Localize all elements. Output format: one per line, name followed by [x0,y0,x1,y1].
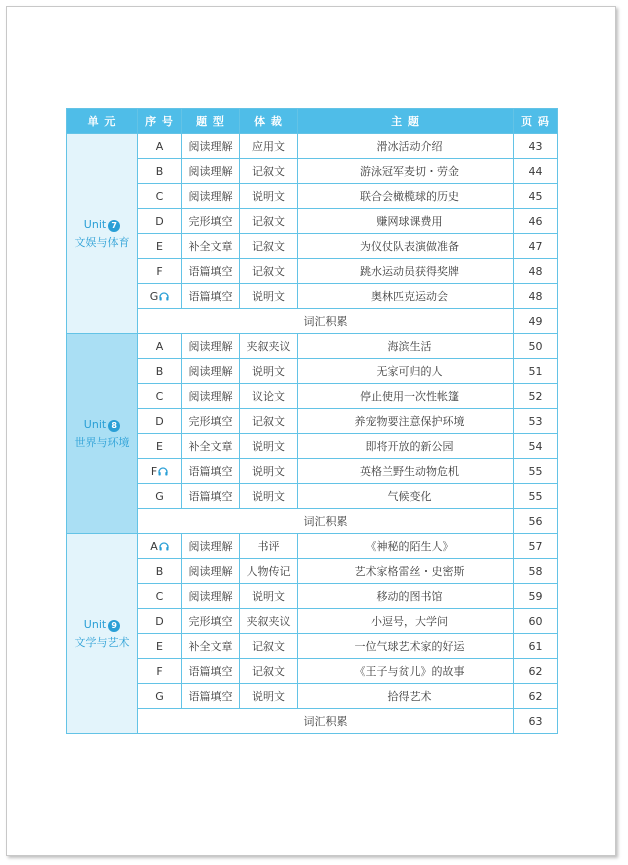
table-row [67,634,558,659]
type-cell: 完形填空 [182,209,240,234]
page-cell: 46 [514,209,558,234]
seq-cell [138,684,182,709]
seq-cell [138,284,182,309]
genre-cell: 应用文 [240,134,298,159]
genre-cell: 说明文 [240,684,298,709]
header-seq: 序 号 [138,109,182,134]
seq-cell [138,609,182,634]
table-row [67,359,558,384]
unit-name: Unit [83,217,107,231]
type-cell: 完形填空 [182,609,240,634]
seq-cell [138,484,182,509]
seq-cell [138,159,182,184]
genre-cell: 记叙文 [240,409,298,434]
seq-letter: C [155,389,164,403]
page-cell: 50 [514,334,558,359]
page-cell: 59 [514,584,558,609]
seq-letter: D [155,214,164,228]
seq-cell [138,209,182,234]
table-row [67,609,558,634]
page-cell: 47 [514,234,558,259]
page-cell: 44 [514,159,558,184]
genre-cell: 说明文 [240,359,298,384]
theme-cell: 《神秘的陌生人》 [298,534,514,559]
seq-letter: E [156,239,163,253]
theme-cell: 气候变化 [298,484,514,509]
unit-name: Unit [83,617,107,631]
seq-cell [138,134,182,159]
page-cell: 48 [514,259,558,284]
page-cell: 48 [514,284,558,309]
contents-table [66,108,558,734]
seq-letter: E [156,639,163,653]
theme-cell: 英格兰野生动物危机 [298,459,514,484]
seq-cell [138,459,182,484]
contents-body [67,134,558,734]
genre-cell: 记叙文 [240,234,298,259]
genre-cell: 记叙文 [240,209,298,234]
seq-cell [138,234,182,259]
table-row [67,259,558,284]
vocab-row [67,709,558,734]
table-row [67,434,558,459]
header-row [67,109,558,134]
type-cell: 语篇填空 [182,659,240,684]
type-cell: 阅读理解 [182,184,240,209]
table-row [67,184,558,209]
table-row [67,334,558,359]
unit-title: 世界与环境 [74,435,130,449]
genre-cell: 说明文 [240,284,298,309]
genre-cell: 说明文 [240,484,298,509]
vocab-row [67,509,558,534]
type-cell: 阅读理解 [182,384,240,409]
theme-cell: 跳水运动员获得奖牌 [298,259,514,284]
seq-cell [138,259,182,284]
page-cell: 45 [514,184,558,209]
page-cell: 51 [514,359,558,384]
seq-letter: A [155,139,164,153]
headphones-icon [158,290,169,303]
table-row [67,559,558,584]
seq-letter: A [150,539,158,553]
seq-letter: D [155,414,164,428]
page-cell: 55 [514,459,558,484]
type-cell: 补全文章 [182,234,240,259]
type-cell: 完形填空 [182,409,240,434]
table-row [67,234,558,259]
theme-cell: 移动的图书馆 [298,584,514,609]
header-page: 页 码 [514,109,558,134]
page-cell: 53 [514,409,558,434]
seq-cell [138,384,182,409]
genre-cell: 夹叙夹议 [240,334,298,359]
genre-cell: 说明文 [240,434,298,459]
type-cell: 阅读理解 [182,534,240,559]
unit-cell [67,134,138,334]
page-cell: 60 [514,609,558,634]
theme-cell: 艺术家格雷丝・史密斯 [298,559,514,584]
vocab-page-cell: 56 [514,509,558,534]
genre-cell: 记叙文 [240,159,298,184]
genre-cell: 人物传记 [240,559,298,584]
vocab-page-cell: 49 [514,309,558,334]
genre-cell: 记叙文 [240,634,298,659]
type-cell: 语篇填空 [182,459,240,484]
seq-cell [138,359,182,384]
theme-cell: 小逗号，大学问 [298,609,514,634]
type-cell: 阅读理解 [182,134,240,159]
unit-cell [67,534,138,734]
vocab-cell: 词汇积累 [138,709,514,734]
genre-cell: 说明文 [240,459,298,484]
type-cell: 补全文章 [182,434,240,459]
theme-cell: 赚网球课费用 [298,209,514,234]
unit-label [67,616,137,634]
unit-cell [67,334,138,534]
theme-cell: 一位气球艺术家的好运 [298,634,514,659]
type-cell: 阅读理解 [182,334,240,359]
theme-cell: 停止使用一次性帐篷 [298,384,514,409]
table-row [67,659,558,684]
genre-cell: 书评 [240,534,298,559]
seq-cell [138,409,182,434]
genre-cell: 记叙文 [240,659,298,684]
seq-letter: A [155,339,164,353]
seq-letter: G [155,489,164,503]
type-cell: 语篇填空 [182,259,240,284]
page-cell: 57 [514,534,558,559]
header-genre: 体 裁 [240,109,298,134]
table-row [67,159,558,184]
seq-cell [138,184,182,209]
seq-cell [138,534,182,559]
seq-letter: B [155,164,164,178]
table-row [67,684,558,709]
genre-cell: 说明文 [240,184,298,209]
seq-letter: F [156,264,163,278]
page-cell: 58 [514,559,558,584]
seq-cell [138,659,182,684]
type-cell: 阅读理解 [182,559,240,584]
type-cell: 阅读理解 [182,584,240,609]
seq-letter: E [156,439,163,453]
type-cell: 语篇填空 [182,284,240,309]
page-cell: 54 [514,434,558,459]
seq-letter: C [155,189,164,203]
header-type: 题 型 [182,109,240,134]
page-cell: 62 [514,684,558,709]
header-unit: 单 元 [67,109,138,134]
theme-cell: 游泳冠军麦切・劳金 [298,159,514,184]
unit-title: 文学与艺术 [74,635,130,649]
theme-cell: 奥林匹克运动会 [298,284,514,309]
genre-cell: 夹叙夹议 [240,609,298,634]
genre-cell: 记叙文 [240,259,298,284]
unit-number-badge: 9 [108,620,120,632]
theme-cell: 海滨生活 [298,334,514,359]
page-cell: 55 [514,484,558,509]
seq-letter: F [156,664,163,678]
seq-cell [138,559,182,584]
page-cell: 43 [514,134,558,159]
unit-label [67,216,137,234]
page-cell: 52 [514,384,558,409]
seq-cell [138,334,182,359]
table-row [67,534,558,559]
theme-cell: 养宠物要注意保护环境 [298,409,514,434]
type-cell: 阅读理解 [182,159,240,184]
seq-letter: B [155,364,164,378]
theme-cell: 《王子与贫儿》的故事 [298,659,514,684]
seq-cell [138,634,182,659]
theme-cell: 滑冰活动介绍 [298,134,514,159]
page-cell: 62 [514,659,558,684]
unit-label [67,416,137,434]
theme-cell: 联合会橄榄球的历史 [298,184,514,209]
headphones-icon [158,540,169,553]
header-theme: 主 题 [298,109,514,134]
vocab-cell: 词汇积累 [138,509,514,534]
theme-cell: 拾得艺术 [298,684,514,709]
vocab-cell: 词汇积累 [138,309,514,334]
seq-letter: C [155,589,164,603]
theme-cell: 为仪仗队表演做准备 [298,234,514,259]
theme-cell: 即将开放的新公园 [298,434,514,459]
seq-letter: G [149,289,159,303]
theme-cell: 无家可归的人 [298,359,514,384]
seq-letter: F [150,464,158,478]
table-row [67,409,558,434]
table-row [67,284,558,309]
unit-number-badge: 8 [108,420,120,432]
genre-cell: 说明文 [240,584,298,609]
unit-name: Unit [83,417,107,431]
type-cell: 语篇填空 [182,684,240,709]
table-row [67,209,558,234]
unit-number-badge: 7 [108,220,120,232]
vocab-row [67,309,558,334]
headphones-icon [157,465,168,478]
seq-letter: D [155,614,164,628]
genre-cell: 议论文 [240,384,298,409]
type-cell: 语篇填空 [182,484,240,509]
type-cell: 补全文章 [182,634,240,659]
vocab-page-cell: 63 [514,709,558,734]
table-row [67,484,558,509]
table-row [67,584,558,609]
seq-letter: G [155,689,164,703]
seq-cell [138,584,182,609]
unit-title: 文娱与体育 [74,235,130,249]
table-row [67,459,558,484]
table-row [67,134,558,159]
seq-letter: B [155,564,164,578]
type-cell: 阅读理解 [182,359,240,384]
page-cell: 61 [514,634,558,659]
seq-cell [138,434,182,459]
table-row [67,384,558,409]
